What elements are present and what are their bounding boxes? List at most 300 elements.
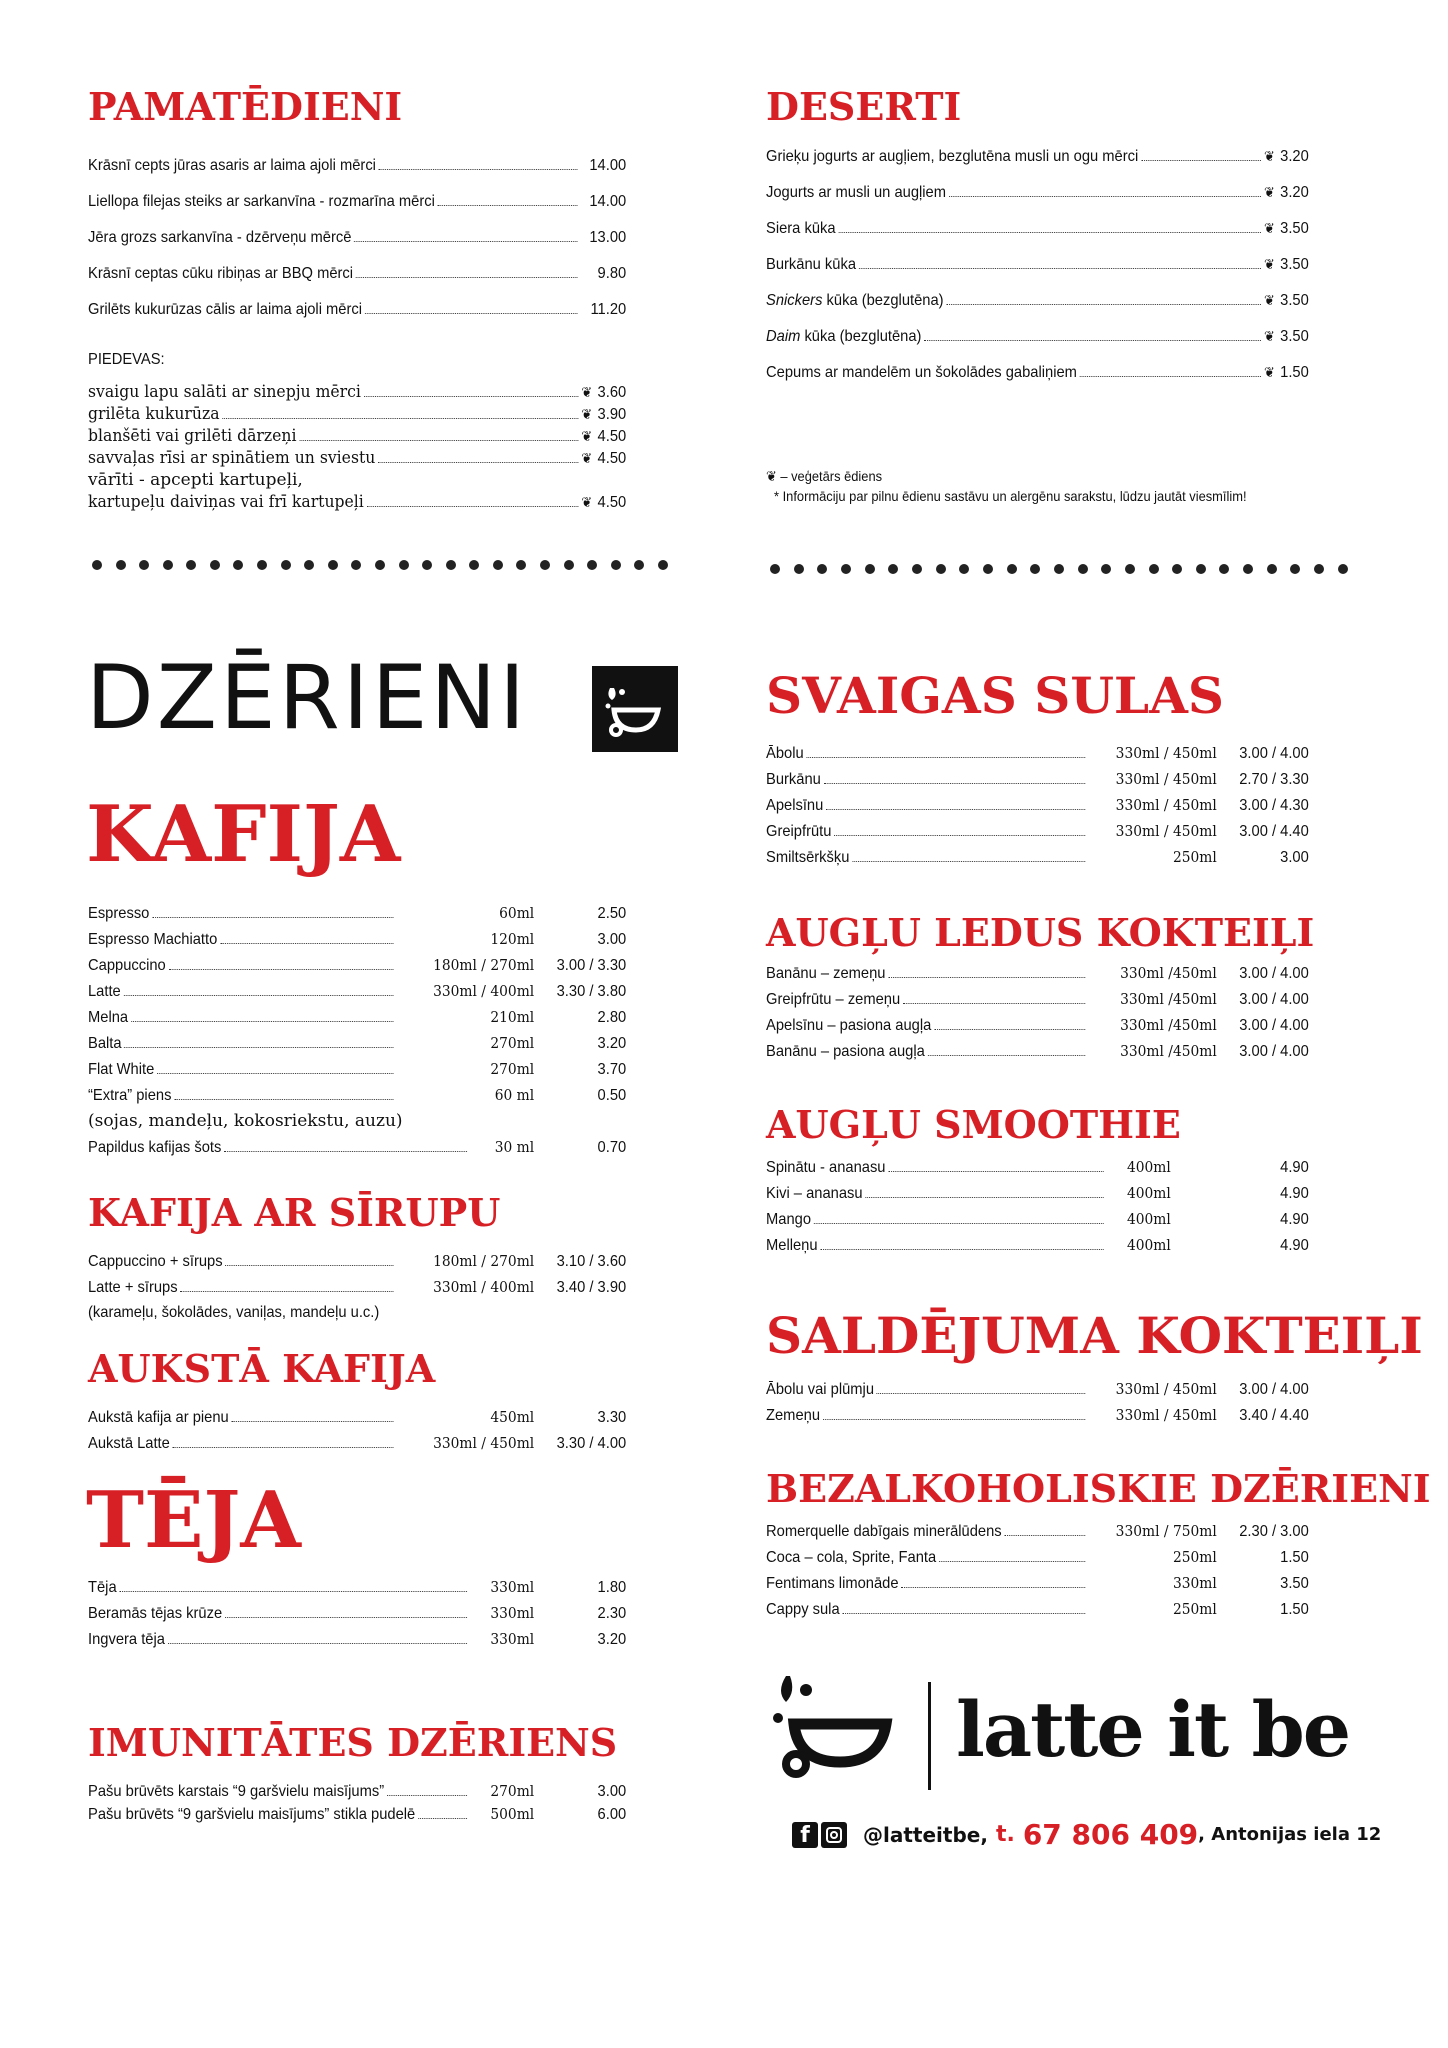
allergen-info: * Informāciju par pilnu ēdienu sastāvu un alergēnu sarakstu, lūdzu jautāt viesmīlim!	[774, 488, 1247, 504]
brand-name: latte it be	[956, 1685, 1350, 1774]
item-price: 4.90	[1280, 1159, 1309, 1176]
dot	[304, 560, 314, 570]
item-size: 330ml / 450ml	[1115, 770, 1217, 788]
dot-leader	[1080, 376, 1262, 377]
item-price: 4.90	[1280, 1237, 1309, 1254]
dot	[281, 560, 291, 570]
item-price: 3.00 / 4.00	[1239, 991, 1309, 1008]
dot	[328, 560, 338, 570]
dot-leader	[939, 1561, 1085, 1562]
leaf-icon: ❦	[581, 495, 593, 511]
item-name: Papildus kafijas šots	[88, 1139, 222, 1156]
item-price: 3.00 / 4.00	[1239, 965, 1309, 982]
item-price: 2.30	[597, 1605, 627, 1622]
item-name: Ābolu	[766, 745, 804, 762]
kafija-list	[88, 900, 673, 1160]
dot	[446, 560, 456, 570]
dot-leader	[820, 1249, 1103, 1250]
item-price: 3.50	[1280, 292, 1309, 309]
item-name: Balta	[88, 1035, 122, 1052]
dot	[634, 560, 644, 570]
dot-leader	[131, 1021, 394, 1022]
item-name: Cappy sula	[766, 1601, 840, 1618]
item-price: 3.00	[597, 931, 627, 948]
dot-leader	[859, 268, 1261, 269]
dot-leader	[834, 835, 1085, 836]
dot	[1314, 564, 1324, 574]
menu-item	[88, 978, 626, 1004]
item-size: 330ml /450ml	[1120, 990, 1217, 1008]
item-name: Smiltsērkšķu	[766, 849, 850, 866]
item-price: 3.50	[1280, 328, 1309, 345]
brand-divider	[928, 1682, 931, 1790]
deserti-title: DESERTI	[766, 84, 962, 129]
dot-leader	[865, 1197, 1103, 1198]
item-name-text: kūka (bezglutēna)	[800, 328, 922, 345]
dot	[959, 564, 969, 574]
auksta-kafija-list	[88, 1404, 673, 1456]
dot-leader	[842, 1613, 1085, 1614]
leaf-icon: ❦	[581, 385, 593, 401]
menu-item	[88, 1626, 626, 1652]
item-name: Apelsīnu – pasiona augļa	[766, 1017, 932, 1034]
item-name: Banānu – pasiona augļa	[766, 1043, 925, 1060]
dot	[817, 564, 827, 574]
menu-item	[88, 153, 626, 179]
augļu-ledus-title: AUGĻU LEDUS KOKTEIĻI	[766, 910, 1315, 955]
item-price: 3.00	[1280, 849, 1309, 866]
dot-leader	[806, 757, 1085, 758]
item-name: Krāsnī ceptas cūku ribiņas ar BBQ mērci	[88, 265, 354, 282]
item-price: 11.20	[590, 301, 627, 318]
smoothie-title: AUGĻU SMOOTHIE	[766, 1102, 1181, 1147]
dot-leader	[119, 1591, 467, 1592]
menu-item	[766, 1402, 1309, 1428]
dot	[611, 560, 621, 570]
dot-leader	[168, 1643, 467, 1644]
bezalkoholiskie-list	[766, 1518, 1356, 1622]
dot-leader	[356, 277, 578, 278]
dot	[841, 564, 851, 574]
instagram-icon[interactable]	[821, 1822, 847, 1848]
dot-leader	[220, 943, 393, 944]
menu-item	[88, 1030, 626, 1056]
legend-text: – veģetārs ēdiens	[780, 468, 883, 484]
pamatedieni-list	[88, 153, 673, 513]
menu-item	[766, 844, 1309, 870]
item-name: Kivi – ananasu	[766, 1185, 863, 1202]
social-handle[interactable]: @latteitbe,	[863, 1822, 988, 1847]
menu-item	[766, 960, 1309, 986]
item-price: 0.50	[597, 1087, 627, 1104]
item-name: Flat White	[88, 1061, 155, 1078]
item-name: Espresso Machiatto	[88, 931, 218, 948]
menu-item	[766, 1570, 1309, 1596]
menu-item	[88, 447, 626, 469]
sides-last-row	[88, 491, 626, 513]
menu-item	[88, 900, 626, 926]
item-name: blanšēti vai grilēti dārzeņi	[88, 426, 297, 446]
dot-leader	[852, 861, 1085, 862]
menu-item	[766, 1376, 1309, 1402]
item-name: Siera kūka	[766, 220, 836, 237]
dot-leader	[924, 340, 1261, 341]
menu-item	[766, 740, 1309, 766]
item-name: Greipfrūtu	[766, 823, 832, 840]
dot-leader	[903, 1003, 1085, 1004]
deserti-list	[766, 143, 1356, 395]
menu-item	[88, 297, 626, 323]
facebook-icon[interactable]: f	[792, 1822, 818, 1848]
item-price: 3.30 / 3.80	[556, 983, 627, 1000]
dot	[983, 564, 993, 574]
sides-last-line1: vārīti - apcepti kartupeļi,	[88, 470, 303, 490]
dot-leader	[180, 1291, 393, 1292]
item-name: Apelsīnu	[766, 797, 824, 814]
item-price: 3.10 / 3.60	[556, 1253, 627, 1270]
item-price: 3.40 / 3.90	[556, 1279, 627, 1296]
dot	[210, 560, 220, 570]
item-name: Melna	[88, 1009, 129, 1026]
pamatedieni-title: PAMATĒDIENI	[88, 84, 403, 129]
item-size: 330ml / 450ml	[1115, 1406, 1217, 1424]
item-price: 3.40 / 4.40	[1239, 1407, 1309, 1424]
item-price: 2.30 / 3.00	[1239, 1523, 1309, 1540]
syrup-note: (karameļu, šokolādes, vaniļas, mandeļu u.c.)	[88, 1304, 380, 1321]
phone-number[interactable]: 67 806 409	[1022, 1818, 1199, 1851]
item-name: Burkānu kūka	[766, 256, 857, 273]
teja-list	[88, 1574, 673, 1652]
dot	[794, 564, 804, 574]
item-price: 3.00 / 3.30	[556, 957, 627, 974]
dot-leader	[225, 1617, 467, 1618]
item-brand: Snickers	[766, 292, 823, 309]
item-name: Espresso	[88, 905, 150, 922]
menu-item	[88, 225, 626, 251]
leaf-icon: ❦	[1263, 256, 1275, 272]
dot	[257, 560, 267, 570]
item-size: 250ml	[1172, 848, 1217, 866]
dot-leader	[124, 1047, 393, 1048]
item-name: Liellopa filejas steiks ar sarkanvīna - rozmarīna mērci	[88, 193, 435, 210]
menu-item	[766, 1596, 1309, 1622]
item-price: 3.50	[1280, 1575, 1309, 1592]
dot-leader	[877, 1393, 1085, 1394]
dot-leader	[157, 1073, 393, 1074]
item-size: 180ml / 270ml	[433, 1252, 535, 1270]
sides-label: PIEDEVAS:	[88, 351, 165, 368]
menu-item	[766, 215, 1309, 241]
leaf-icon: ❦	[1263, 148, 1275, 164]
dot-leader	[888, 1171, 1103, 1172]
dot-leader	[225, 1265, 393, 1266]
item-price: 3.00 / 4.40	[1239, 823, 1309, 840]
dot	[139, 560, 149, 570]
item-size: 330ml / 400ml	[433, 982, 535, 1000]
item-price: 3.20	[1280, 148, 1309, 165]
leaf-icon: ❦	[1263, 184, 1275, 200]
item-name: Latte + sīrups	[88, 1279, 178, 1296]
item-name-text: kūka (bezglutēna)	[822, 292, 944, 309]
item-name: savvaļas rīsi ar spinātiem un sviestu	[88, 448, 376, 468]
veg-legend	[766, 468, 882, 485]
menu-item	[766, 792, 1309, 818]
item-size: 270ml	[490, 1034, 535, 1052]
item-name: grilēta kukurūza	[88, 404, 220, 424]
item-name: Grieķu jogurts ar augļiem, bezglutēna musli un ogu mērci	[766, 148, 1139, 165]
item-name: Latte	[88, 983, 121, 1000]
menu-item	[766, 323, 1309, 349]
item-name: kartupeļu daiviņas vai frī kartupeļi	[88, 492, 364, 512]
smoothie-list	[766, 1154, 1356, 1258]
dot-leader	[364, 396, 579, 397]
dot	[1007, 564, 1017, 574]
menu-item	[88, 189, 626, 215]
menu-item	[766, 1154, 1309, 1180]
menu-item	[88, 381, 626, 403]
dot-leader	[365, 313, 578, 314]
item-name: “Extra” piens	[88, 1087, 172, 1104]
menu-item	[88, 425, 626, 447]
item-name: Banānu – zemeņu	[766, 965, 886, 982]
dot-leader	[888, 977, 1085, 978]
dot	[469, 560, 479, 570]
dot-leader	[224, 1151, 467, 1152]
dot-leader	[824, 783, 1086, 784]
item-name: Aukstā kafija ar pienu	[88, 1409, 229, 1426]
item-name: Ingvera tēja	[88, 1631, 165, 1648]
augļu-ledus-list	[766, 960, 1356, 1064]
kafija-sirupu-title: KAFIJA AR SĪRUPU	[88, 1190, 501, 1235]
item-price: 14.00	[589, 157, 627, 174]
dot	[912, 564, 922, 574]
dot-leader	[367, 506, 579, 507]
menu-item	[88, 1004, 626, 1030]
item-name: Jogurts ar musli un augļiem	[766, 184, 946, 201]
cup-logo-icon	[592, 666, 678, 752]
dot-leader	[1004, 1535, 1085, 1536]
item-size: 330ml	[490, 1604, 535, 1622]
item-brand: Daim	[766, 328, 801, 345]
milk-note: (sojas, mandeļu, kokosriekstu, auzu)	[88, 1111, 403, 1131]
menu-item	[88, 1134, 626, 1160]
dot	[1290, 564, 1300, 574]
dot	[163, 560, 173, 570]
dot	[493, 560, 503, 570]
auksta-kafija-title: AUKSTĀ KAFIJA	[88, 1346, 436, 1391]
divider-dots-left	[92, 560, 668, 570]
item-size: 330ml / 450ml	[1115, 796, 1217, 814]
item-price: 3.50	[1280, 256, 1309, 273]
item-size: 180ml / 270ml	[433, 956, 535, 974]
dot-leader	[232, 1421, 394, 1422]
item-price: 3.00	[597, 1783, 627, 1800]
item-name: Spinātu - ananasu	[766, 1159, 886, 1176]
item-name: Melleņu	[766, 1237, 818, 1254]
dot-leader	[823, 1419, 1085, 1420]
item-price: 3.20	[597, 1035, 627, 1052]
item-price: 3.00 / 4.00	[1239, 1017, 1309, 1034]
menu-item	[766, 1038, 1309, 1064]
item-name: Romerquelle dabīgais minerālūdens	[766, 1523, 1002, 1540]
dot	[116, 560, 126, 570]
menu-item	[766, 1012, 1309, 1038]
item-price: 4.50	[597, 428, 627, 445]
item-name: Burkānu	[766, 771, 821, 788]
menu-item	[766, 1206, 1309, 1232]
dot-leader	[949, 196, 1261, 197]
menu-item	[766, 1232, 1309, 1258]
kafija-title: KAFIJA	[86, 789, 401, 880]
menu-item	[88, 1600, 626, 1626]
brand-logo-icon	[764, 1666, 904, 1786]
leaf-icon: ❦	[1263, 220, 1275, 236]
dot-leader	[1141, 160, 1261, 161]
dot-leader	[418, 1818, 467, 1819]
item-name: Jēra grozs sarkanvīna - dzērveņu mērcē	[88, 229, 352, 246]
item-size: 330ml /450ml	[1120, 964, 1217, 982]
imunitates-list	[88, 1780, 673, 1826]
item-size: 210ml	[490, 1008, 535, 1026]
menu-item	[88, 403, 626, 425]
item-name: Coca – cola, Sprite, Fanta	[766, 1549, 937, 1566]
item-name: Mango	[766, 1211, 812, 1228]
item-size: 330ml / 450ml	[1115, 744, 1217, 762]
item-name: Beramās tējas krūze	[88, 1605, 223, 1622]
dzerieni-title: DZĒRIENI	[86, 646, 529, 749]
social-footer	[792, 1818, 1381, 1851]
item-price: 2.50	[597, 905, 627, 922]
item-name: Pašu brūvēts karstais “9 garšvielu maisījums”	[88, 1783, 385, 1800]
dot-leader	[124, 995, 394, 996]
menu-item	[88, 1430, 626, 1456]
dot	[540, 560, 550, 570]
item-size: 120ml	[490, 930, 535, 948]
item-size: 330ml /450ml	[1120, 1016, 1217, 1034]
bezalkoholiskie-title: BEZALKOHOLISKIE DZĒRIENI	[766, 1466, 1431, 1511]
dot-leader	[379, 169, 578, 170]
dot	[1172, 564, 1182, 574]
item-price: 3.20	[1280, 184, 1309, 201]
dot-leader	[387, 1795, 467, 1796]
leaf-icon: ❦	[1263, 364, 1275, 380]
item-price: 9.80	[597, 265, 627, 282]
item-size: 330ml /450ml	[1120, 1042, 1217, 1060]
dot-leader	[299, 440, 578, 441]
item-size: 330ml	[490, 1578, 535, 1596]
dot	[936, 564, 946, 574]
menu-item	[766, 766, 1309, 792]
dot	[1196, 564, 1206, 574]
item-price: 3.00 / 4.30	[1239, 797, 1309, 814]
dot	[1219, 564, 1229, 574]
item-name: Grilēts kukurūzas cālis ar laima ajoli mērci	[88, 301, 363, 318]
item-name	[766, 324, 921, 350]
dot	[1149, 564, 1159, 574]
dot-leader	[222, 418, 578, 419]
dot-leader	[169, 969, 394, 970]
item-price: 4.50	[597, 494, 627, 511]
item-price: 3.20	[597, 1631, 627, 1648]
dot	[1243, 564, 1253, 574]
dot-leader	[928, 1055, 1086, 1056]
item-price: 14.00	[589, 193, 627, 210]
dot	[92, 560, 102, 570]
item-size: 330ml	[1172, 1574, 1217, 1592]
item-size: 60 ml	[494, 1086, 535, 1104]
item-price: 2.80	[597, 1009, 627, 1026]
menu-item	[88, 1274, 626, 1300]
dot	[658, 560, 668, 570]
item-name: Pašu brūvēts “9 garšvielu maisījums” stikla pudelē	[88, 1806, 416, 1823]
dot-leader	[826, 809, 1085, 810]
item-name: Cappuccino	[88, 957, 166, 974]
item-price: 3.70	[597, 1061, 627, 1078]
dot	[1125, 564, 1135, 574]
dot	[186, 560, 196, 570]
item-size: 400ml	[1126, 1184, 1171, 1202]
item-size: 330ml / 450ml	[433, 1434, 535, 1452]
item-price: 13.00	[589, 229, 627, 246]
item-price: 3.90	[597, 406, 627, 423]
dot	[1078, 564, 1088, 574]
item-name: Cappuccino + sīrups	[88, 1253, 223, 1270]
dot-leader	[934, 1029, 1085, 1030]
saldejuma-list	[766, 1376, 1356, 1428]
menu-item	[766, 287, 1309, 313]
menu-item	[766, 179, 1309, 205]
item-size: 400ml	[1126, 1158, 1171, 1176]
item-size: 400ml	[1126, 1236, 1171, 1254]
dot-leader	[173, 1447, 394, 1448]
item-price: 3.00 / 4.00	[1239, 1381, 1309, 1398]
item-size: 400ml	[1126, 1210, 1171, 1228]
item-size: 500ml	[490, 1805, 535, 1823]
phone-prefix: t.	[995, 1822, 1015, 1847]
menu-item	[766, 818, 1309, 844]
dot	[564, 560, 574, 570]
item-price: 3.50	[1280, 220, 1309, 237]
item-size: 270ml	[490, 1060, 535, 1078]
item-name: Fentimans limonāde	[766, 1575, 899, 1592]
item-price: 4.50	[597, 450, 627, 467]
item-size: 30 ml	[494, 1138, 535, 1156]
item-price: 3.30	[597, 1409, 627, 1426]
menu-item	[766, 986, 1309, 1012]
menu-item	[88, 1803, 626, 1826]
dot	[1101, 564, 1111, 574]
item-size: 250ml	[1172, 1600, 1217, 1618]
item-price: 3.30 / 4.00	[556, 1435, 627, 1452]
item-size: 330ml	[490, 1630, 535, 1648]
leaf-icon: ❦	[766, 468, 777, 484]
menu-item	[88, 952, 626, 978]
dot	[1267, 564, 1277, 574]
item-size: 450ml	[490, 1408, 535, 1426]
item-name: Zemeņu	[766, 1407, 821, 1424]
dot-leader	[152, 917, 393, 918]
menu-item	[766, 1180, 1309, 1206]
dot	[770, 564, 780, 574]
kafija-sirupu-list	[88, 1248, 673, 1326]
menu-item	[88, 1056, 626, 1082]
item-name: Aukstā Latte	[88, 1435, 170, 1452]
menu-item	[766, 1544, 1309, 1570]
item-size: 330ml / 400ml	[433, 1278, 535, 1296]
item-size: 60ml	[499, 904, 535, 922]
item-name: Tēja	[88, 1579, 117, 1596]
item-price: 3.60	[597, 384, 627, 401]
